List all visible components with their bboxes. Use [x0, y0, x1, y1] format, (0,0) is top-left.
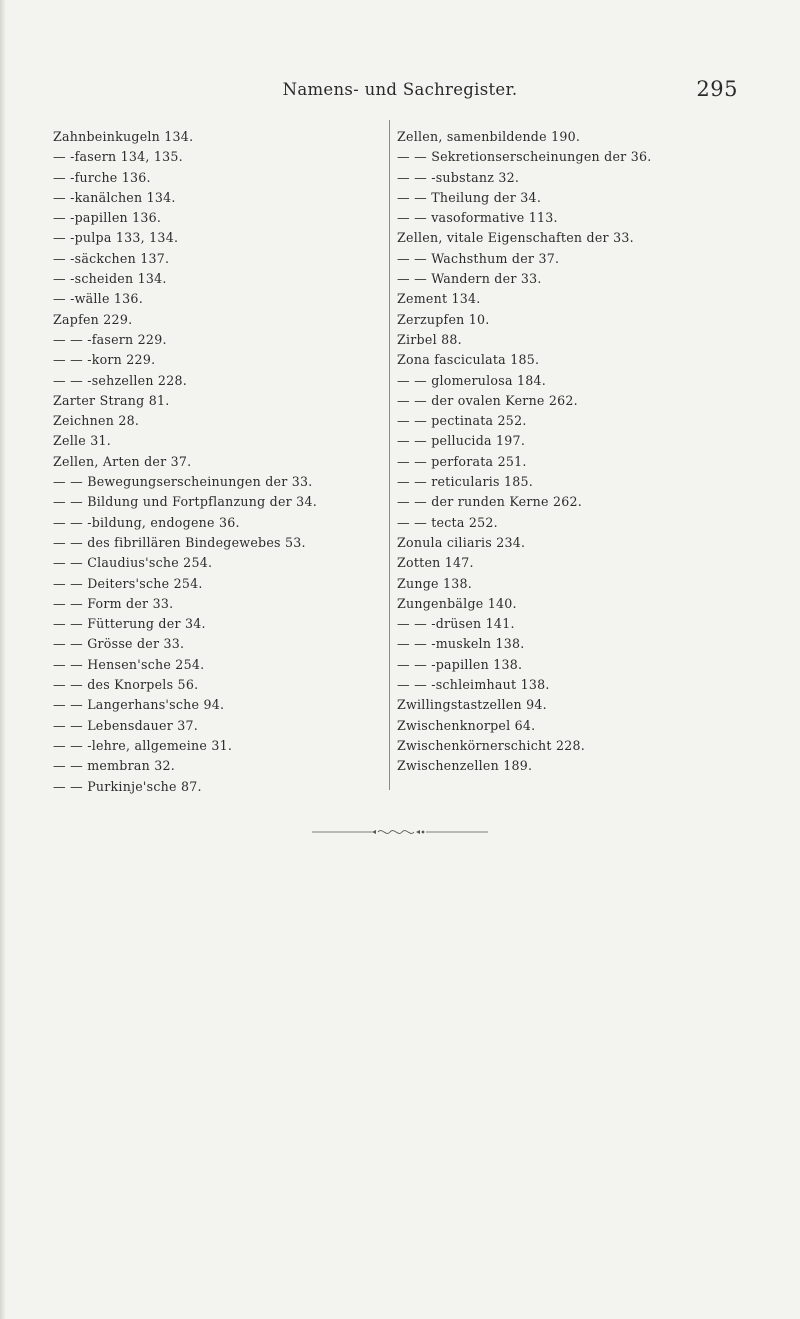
index-column-left: [53, 127, 317, 797]
index-entry: — — Purkinje'sche 87.: [53, 778, 202, 794]
index-entry: — -wälle 136.: [53, 291, 143, 307]
index-entry: — -furche 136.: [53, 169, 151, 185]
index-entry: — — membran 32.: [53, 758, 176, 774]
index-entry: Zona fasciculata 185.: [397, 352, 540, 368]
index-entry: — — reticularis 185.: [397, 474, 534, 490]
index-column-right: [397, 127, 651, 777]
index-entry: — — des fibrillären Bindegewebes 53.: [53, 534, 306, 550]
index-entry: — — Sekretionserscheinungen der 36.: [397, 149, 652, 165]
index-entry: Zellen, samenbildende 190.: [397, 129, 581, 144]
index-entry: Zement 134.: [397, 291, 481, 307]
running-title: Namens- und Sachregister.: [282, 80, 518, 99]
index-entry: — — perforata 251.: [397, 453, 527, 469]
index-entry: Zonula ciliaris 234.: [397, 534, 526, 550]
index-entry: Zwillingstastzellen 94.: [397, 697, 547, 713]
index-entry: — — Bewegungserscheinungen der 33.: [53, 474, 313, 490]
index-entry: Zotten 147.: [397, 555, 474, 571]
index-entry: — — -korn 229.: [53, 352, 156, 368]
index-entry: Zirbel 88.: [397, 331, 462, 347]
index-entry: Zelle 31.: [53, 433, 111, 449]
index-entry: Zellen, Arten der 37.: [53, 453, 192, 469]
index-entry: — — vasoformative 113.: [397, 210, 558, 226]
index-entry: — — -fasern 229.: [53, 331, 167, 347]
index-entry: Zellen, vitale Eigenschaften der 33.: [397, 230, 634, 246]
index-entry: — — glomerulosa 184.: [397, 372, 547, 388]
index-entry: — — Deiters'sche 254.: [53, 575, 203, 591]
index-entry: — — -muskeln 138.: [397, 636, 525, 652]
index-entry: Zwischenkörnerschicht 228.: [397, 737, 585, 753]
index-entry: — — Wandern der 33.: [397, 271, 542, 287]
index-entry: — — Lebensdauer 37.: [53, 717, 199, 733]
index-entry: — -säckchen 137.: [53, 250, 170, 266]
index-entry: — — pellucida 197.: [397, 433, 526, 449]
index-entry: Zwischenknorpel 64.: [397, 717, 536, 733]
index-entry: — — Form der 33.: [53, 595, 174, 611]
index-entry: — — -lehre, allgemeine 31.: [53, 737, 233, 753]
column-divider: [389, 120, 390, 790]
index-entry: Zwischenzellen 189.: [397, 758, 533, 774]
page-number: 295: [696, 77, 738, 101]
index-entry: — — des Knorpels 56.: [53, 677, 199, 693]
index-entry: — — der runden Kerne 262.: [397, 494, 583, 510]
index-entry: — — der ovalen Kerne 262.: [397, 392, 578, 408]
index-entry: — -papillen 136.: [53, 210, 162, 226]
index-entry: Zahnbeinkugeln 134.: [53, 129, 194, 144]
index-entry: — — -substanz 32.: [397, 169, 520, 185]
index-entry: Zungenbälge 140.: [397, 595, 517, 611]
index-entry: — — Fütterung der 34.: [53, 616, 206, 632]
index-entry: Zerzupfen 10.: [397, 311, 490, 327]
index-entry: — — Bildung und Fortpflanzung der 34.: [53, 494, 317, 510]
index-entry: — — Theilung der 34.: [397, 189, 542, 205]
index-entry: — — Langerhans'sche 94.: [53, 697, 225, 713]
index-entry: Zarter Strang 81.: [53, 392, 170, 408]
index-entry: — -pulpa 133, 134.: [53, 230, 179, 246]
index-entry: — -fasern 134, 135.: [53, 149, 183, 165]
page-edge-shadow: [0, 0, 6, 1319]
index-entry: — — -drüsen 141.: [397, 616, 515, 632]
index-entry: Zapfen 229.: [53, 311, 133, 327]
index-entry: — — -schleimhaut 138.: [397, 677, 550, 693]
index-entry: — -kanälchen 134.: [53, 189, 176, 205]
index-entry: — — tecta 252.: [397, 514, 498, 530]
index-entry: — -scheiden 134.: [53, 271, 167, 287]
index-entry: — — Claudius'sche 254.: [53, 555, 213, 571]
index-entry: — — Wachsthum der 37.: [397, 250, 560, 266]
index-entry: — — Hensen'sche 254.: [53, 656, 205, 672]
index-entry: — — -sehzellen 228.: [53, 372, 187, 388]
index-entry: — — -bildung, endogene 36.: [53, 514, 240, 530]
index-entry: Zeichnen 28.: [53, 413, 140, 429]
index-entry: — — pectinata 252.: [397, 413, 527, 429]
end-ornament: [312, 826, 488, 838]
index-entry: Zunge 138.: [397, 575, 473, 591]
index-entry: — — Grösse der 33.: [53, 636, 185, 652]
index-entry: — — -papillen 138.: [397, 656, 523, 672]
